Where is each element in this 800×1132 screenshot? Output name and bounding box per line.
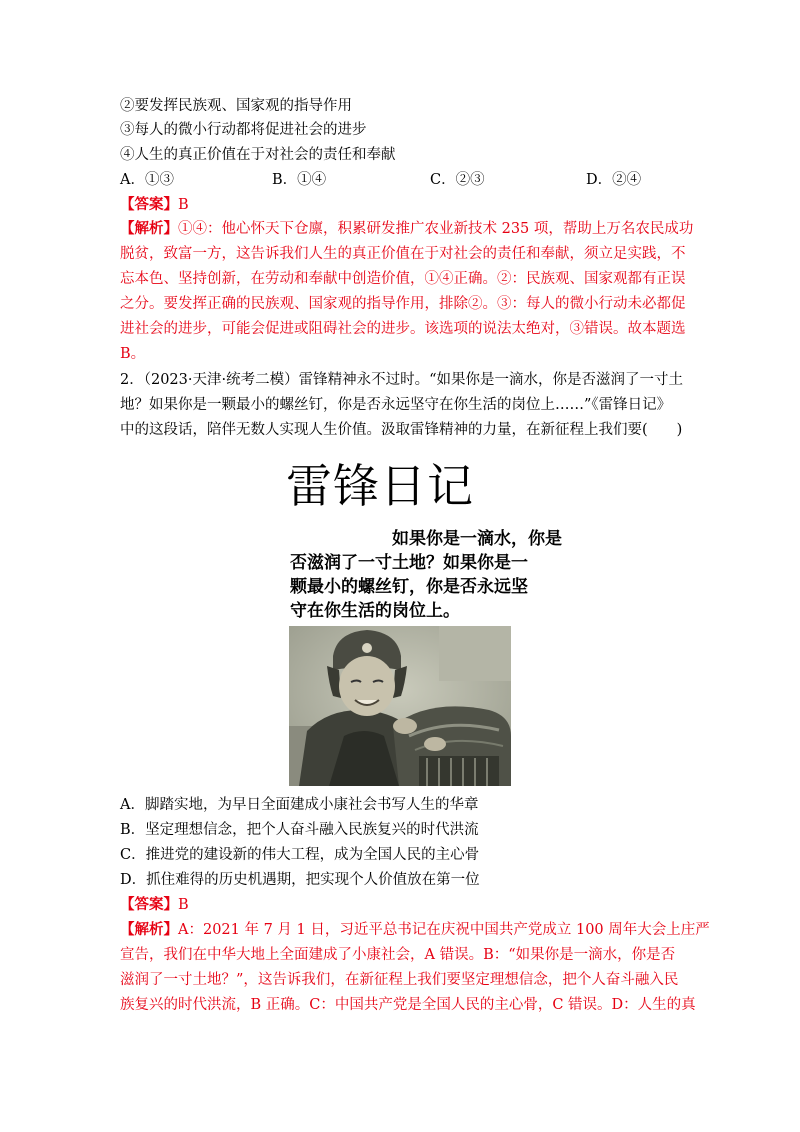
q1-option-a: A．①③	[120, 172, 174, 188]
q2-analysis-line	[120, 918, 710, 942]
figure-quote-line: 颗最小的螺丝钉，你是否永远坚	[290, 577, 528, 597]
analysis-text: A：2021 年 7 月 1 日，习近平总书记在庆祝中国共产党成立 100 周年大会上庄严	[178, 922, 710, 938]
answer-tag: 【答案】	[120, 896, 178, 913]
q2-answer	[120, 893, 189, 917]
q1-option-d: D．②④	[586, 172, 642, 188]
q1-analysis-line	[120, 217, 693, 241]
q1-option-b: B．①④	[272, 172, 327, 188]
lei-feng-photo	[289, 626, 511, 786]
q1-option-c: C．②③	[430, 172, 485, 188]
q1-analysis-line: 脱贫，致富一方，这告诉我们人生的真正价值在于对社会的责任和奉献，须立足实践，不	[120, 246, 686, 262]
q1-analysis-line: B。	[120, 346, 146, 362]
q1-analysis-line: 之分。要发挥正确的民族观、国家观的指导作用，排除②。③：每人的微小行动未必都促	[120, 296, 686, 312]
q1-answer	[120, 193, 189, 217]
answer-value: B	[178, 897, 189, 913]
q2-analysis-line: 宣告，我们在中华大地上全面建成了小康社会，A 错误。B：“如果你是一滴水，你是否	[120, 947, 676, 963]
q2-stem-line: 地？如果你是一颗最小的螺丝钉，你是否永远坚守在你生活的岗位上……”《雷锋日记》	[120, 397, 672, 413]
statement-2: ②要发挥民族观、国家观的指导作用	[120, 98, 352, 114]
analysis-text: ①④：他心怀天下仓廪，积累研发推广农业新技术 235 项，帮助上万名农民成功	[178, 221, 694, 237]
q1-analysis-line: 进社会的进步，可能会促进或阻碍社会的进步。该选项的说法太绝对，③错误。故本题选	[120, 321, 686, 337]
q2-analysis-line: 族复兴的时代洪流，B 正确。C：中国共产党是全国人民的主心骨，C 错误。D：人生的真	[120, 997, 696, 1013]
figure-title: 雷锋日记	[286, 459, 474, 513]
statement-3: ③每人的微小行动都将促进社会的进步	[120, 122, 367, 138]
analysis-tag: 【解析】	[120, 220, 178, 237]
q2-option-c: C．推进党的建设新的伟大工程，成为全国人民的主心骨	[120, 847, 480, 863]
figure-quote-line: 如果你是一滴水，你是	[290, 529, 562, 549]
q1-analysis-line: 忘本色、坚持创新，在劳动和奉献中创造价值，①④正确。②：民族观、国家观都有正误	[120, 271, 686, 287]
q2-option-b: B．坚定理想信念，把个人奋斗融入民族复兴的时代洪流	[120, 822, 479, 838]
q2-option-d: D．抓住难得的历史机遇期，把实现个人价值放在第一位	[120, 872, 480, 888]
answer-value: B	[178, 197, 189, 213]
q2-analysis-line: 滋润了一寸土地？”，这告诉我们，在新征程上我们要坚定理想信念，把个人奋斗融入民	[120, 972, 679, 988]
q2-stem-line: 中的这段话，陪伴无数人实现人生价值。汲取雷锋精神的力量，在新征程上我们要( )	[120, 422, 683, 438]
figure-quote-line: 否滋润了一寸土地？如果你是一	[290, 553, 528, 573]
figure-quote-line: 守在你生活的岗位上。	[290, 601, 460, 621]
analysis-tag: 【解析】	[120, 921, 178, 938]
answer-tag: 【答案】	[120, 196, 178, 213]
q2-option-a: A．脚踏实地，为早日全面建成小康社会书写人生的华章	[120, 797, 479, 813]
q2-stem-line: 2．（2023·天津·统考二模）雷锋精神永不过时。“如果你是一滴水，你是否滋润了一寸土	[120, 372, 684, 388]
statement-4: ④人生的真正价值在于对社会的责任和奉献	[120, 147, 396, 163]
